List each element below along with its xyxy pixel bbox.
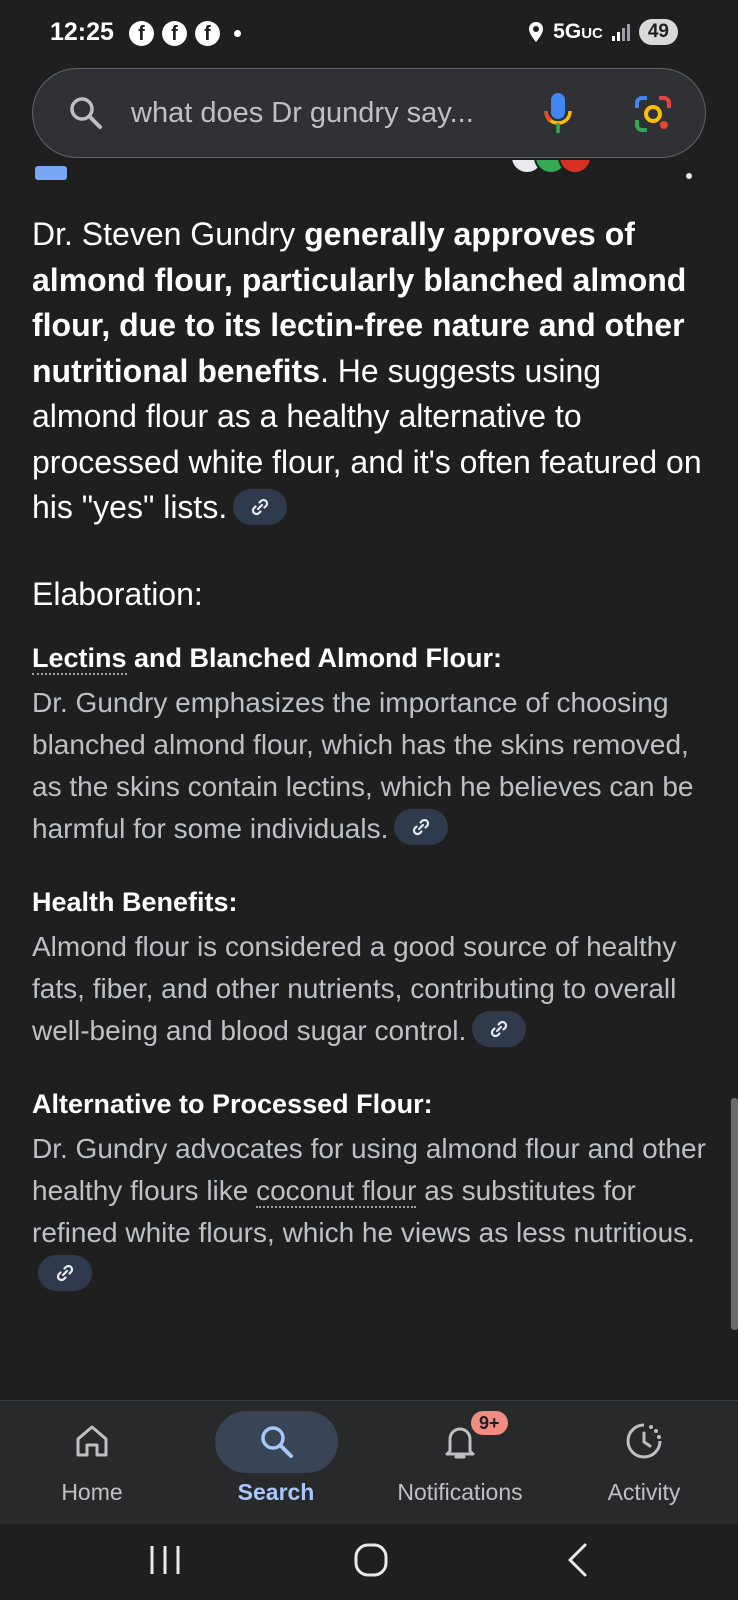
section-body-text: Dr. Gundry advocates for using almond flour and other healthy flours like xyxy=(32,1132,706,1206)
nav-label: Activity xyxy=(607,1479,681,1505)
facebook-icon: f xyxy=(195,21,220,46)
nav-home[interactable] xyxy=(0,1401,184,1525)
scrollbar[interactable] xyxy=(731,1098,738,1330)
source-avatars[interactable] xyxy=(520,160,592,174)
source-link-chip[interactable] xyxy=(38,1255,92,1291)
activity-icon xyxy=(624,1421,664,1461)
nav-search[interactable] xyxy=(184,1401,368,1525)
network-label xyxy=(553,20,603,44)
link-icon xyxy=(54,1262,76,1284)
notification-icons xyxy=(129,21,241,46)
overview-summary xyxy=(32,212,712,531)
summary-text: . He suggests using almond flour as a healthy alternative to processed white flour, and it's often featured on his "yes" lists. xyxy=(32,352,702,525)
section-title: Health Benefits: xyxy=(32,886,238,917)
section-body-text: Dr. Gundry emphasizes the importance of choosing blanched almond flour, which has the skins removed, as the skins contain lectins, which he believes can be harmful for some individuals. xyxy=(32,686,694,844)
system-navigation-bar xyxy=(0,1524,738,1600)
bottom-navigation xyxy=(0,1400,738,1524)
status-bar xyxy=(0,0,738,66)
more-options-icon[interactable] xyxy=(686,173,692,179)
source-link-chip[interactable] xyxy=(233,489,287,525)
section-body xyxy=(32,1128,712,1296)
search-labs-icon xyxy=(35,166,67,180)
location-icon xyxy=(527,21,545,43)
search-icon xyxy=(256,1421,296,1461)
coconut-flour-link[interactable]: coconut flour xyxy=(256,1174,417,1206)
home-button-icon[interactable] xyxy=(353,1542,389,1578)
section-alternative xyxy=(32,1086,712,1296)
battery-indicator: 49 xyxy=(639,19,678,45)
source-link-chip[interactable] xyxy=(472,1011,526,1047)
section-body-text: Almond flour is considered a good source of healthy fats, fiber, and other nutrients, contributing to overall well-being and blood sugar control. xyxy=(32,930,677,1046)
search-input[interactable]: what does Dr gundry say... xyxy=(131,97,474,129)
network-suffix: UC xyxy=(581,25,603,42)
section-body xyxy=(32,682,712,850)
network-type: 5G xyxy=(553,20,582,43)
home-icon xyxy=(72,1421,112,1461)
link-icon xyxy=(410,816,432,838)
source-avatar xyxy=(558,160,592,174)
google-lens-icon[interactable] xyxy=(633,94,673,139)
ai-overview-header xyxy=(32,160,706,184)
signal-icon xyxy=(611,22,631,42)
lectins-link[interactable]: Lectins xyxy=(32,642,127,673)
ai-overview-content xyxy=(32,212,712,1296)
section-title: Alternative to Processed Flour: xyxy=(32,1088,433,1119)
more-notifications-dot-icon xyxy=(234,30,241,37)
nav-label: Search xyxy=(237,1479,315,1505)
link-icon xyxy=(488,1018,510,1040)
voice-search-icon[interactable] xyxy=(543,91,573,142)
section-title-text: and Blanched Almond Flour: xyxy=(126,642,503,673)
nav-label: Notifications xyxy=(397,1479,523,1505)
status-time: 12:25 xyxy=(50,18,114,46)
section-body xyxy=(32,926,712,1052)
search-bar[interactable] xyxy=(32,68,706,158)
recent-apps-icon[interactable] xyxy=(148,1542,182,1578)
nav-notifications[interactable] xyxy=(368,1401,552,1525)
facebook-icon: f xyxy=(129,21,154,46)
search-icon[interactable] xyxy=(67,94,105,137)
section-health-benefits xyxy=(32,884,712,1052)
summary-text: Dr. Steven Gundry xyxy=(32,216,305,252)
summary-highlight: generally approves of almond flour, particularly blanched almond flour, due to its lectin-free nature and other nutritional benefits xyxy=(32,216,687,389)
link-icon xyxy=(249,496,271,518)
elaboration-heading: Elaboration: xyxy=(32,575,203,612)
facebook-icon: f xyxy=(162,21,187,46)
status-right xyxy=(527,19,678,45)
source-link-chip[interactable] xyxy=(394,809,448,845)
nav-label: Home xyxy=(61,1479,123,1505)
section-lectins xyxy=(32,640,712,850)
back-icon[interactable] xyxy=(565,1542,591,1578)
notification-badge: 9+ xyxy=(471,1411,508,1435)
section-title xyxy=(32,640,712,676)
nav-activity[interactable] xyxy=(552,1401,736,1525)
section-body-text: as substitutes for refined white flours, which he views as less nutritious. xyxy=(32,1174,695,1248)
